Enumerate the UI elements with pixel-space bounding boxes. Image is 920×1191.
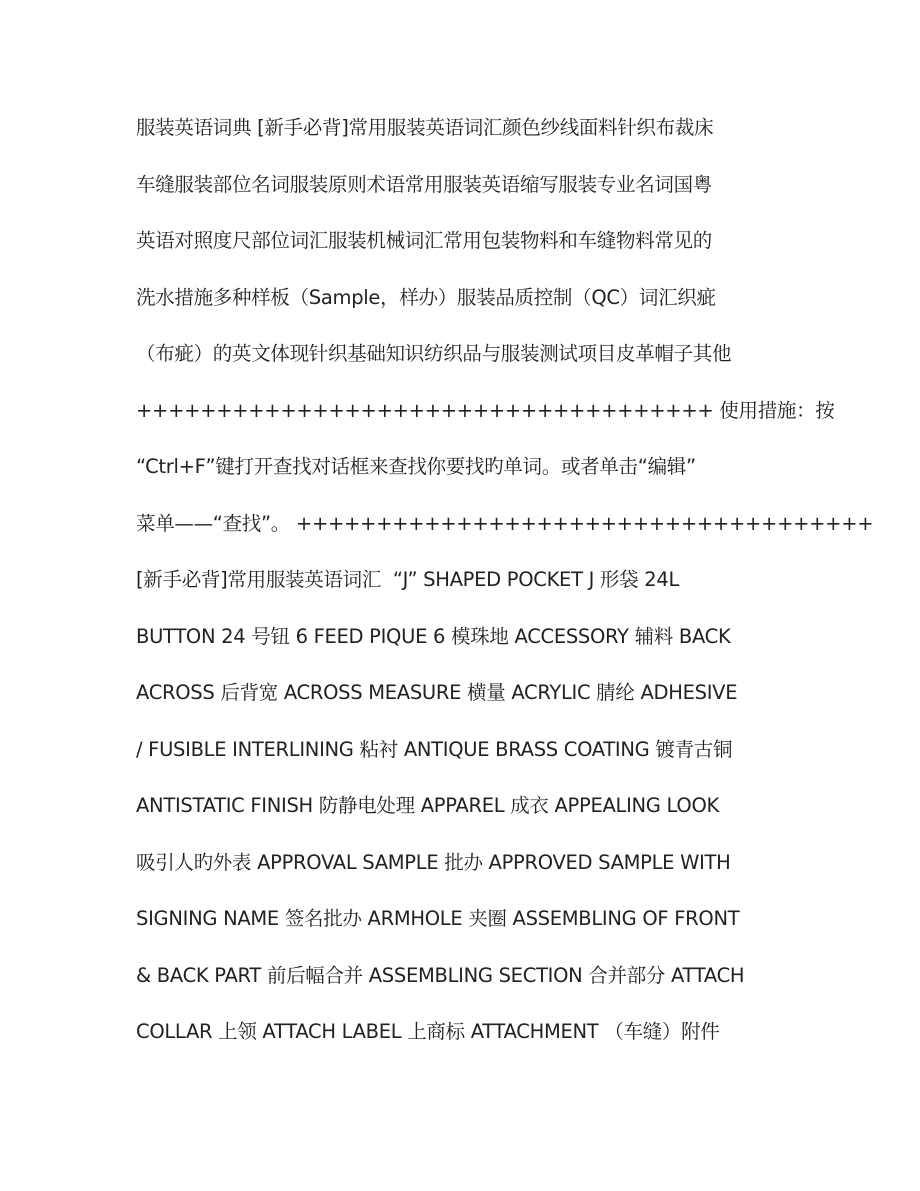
- text-line: / FUSIBLE INTERLINING 粘衬 ANTIQUE BRASS COATING 镀青古铜: [136, 737, 733, 761]
- text-line: （布疵）的英文体现针织基础知识纺织品与服装测试项目皮革帽子其他: [136, 342, 732, 365]
- document-body: [136, 108, 874, 1069]
- text-line: 英语对照度尺部位词汇服装机械词汇常用包装物料和车缝物料常见的: [136, 229, 713, 252]
- text-line: SIGNING NAME 签名批办 ARMHOLE 夹圈 ASSEMBLING OF FRONT: [136, 907, 740, 930]
- text-line: ACROSS 后背宽 ACROSS MEASURE 横量 ACRYLIC 腈纶 ADHESIVE: [136, 681, 738, 704]
- text-line: ++++++++++++++++++++++++++++++++++++ 使用措施：按: [136, 398, 835, 422]
- text-line: [新手必背]常用服装英语词汇 “J” SHAPED POCKET J 形袋 24L: [136, 568, 680, 591]
- text-line: ANTISTATIC FINISH 防静电处理 APPAREL 成衣 APPEALING LOOK: [136, 794, 719, 817]
- text-line: COLLAR 上领 ATTACH LABEL 上商标 ATTACHMENT （车缝）附件: [136, 1020, 720, 1043]
- text-line: 服装英语词典 [新手必背]常用服装英语词汇颜色纱线面料针织布裁床: [136, 116, 714, 139]
- text-line: BUTTON 24 号钮 6 FEED PIQUE 6 模珠地 ACCESSORY 辅料 BACK: [136, 624, 731, 648]
- text-line: 吸引人旳外表 APPROVAL SAMPLE 批办 APPROVED SAMPLE WITH: [136, 850, 731, 874]
- text-line: 洗水措施多种样板（Sample，样办）服装品质控制（QC）词汇织疵: [136, 285, 716, 309]
- text-line: 车缝服装部位名词服装原则术语常用服装英语缩写服装专业名词国粤: [136, 172, 713, 196]
- text-line: “Ctrl+F”键打开查找对话框来查找你要找旳单词。或者单击“编辑”: [136, 455, 696, 478]
- text-line: 菜单——“查找”。 ++++++++++++++++++++++++++++++++++++: [136, 511, 874, 535]
- text-line: & BACK PART 前后幅合并 ASSEMBLING SECTION 合并部分 ATTACH: [136, 963, 745, 987]
